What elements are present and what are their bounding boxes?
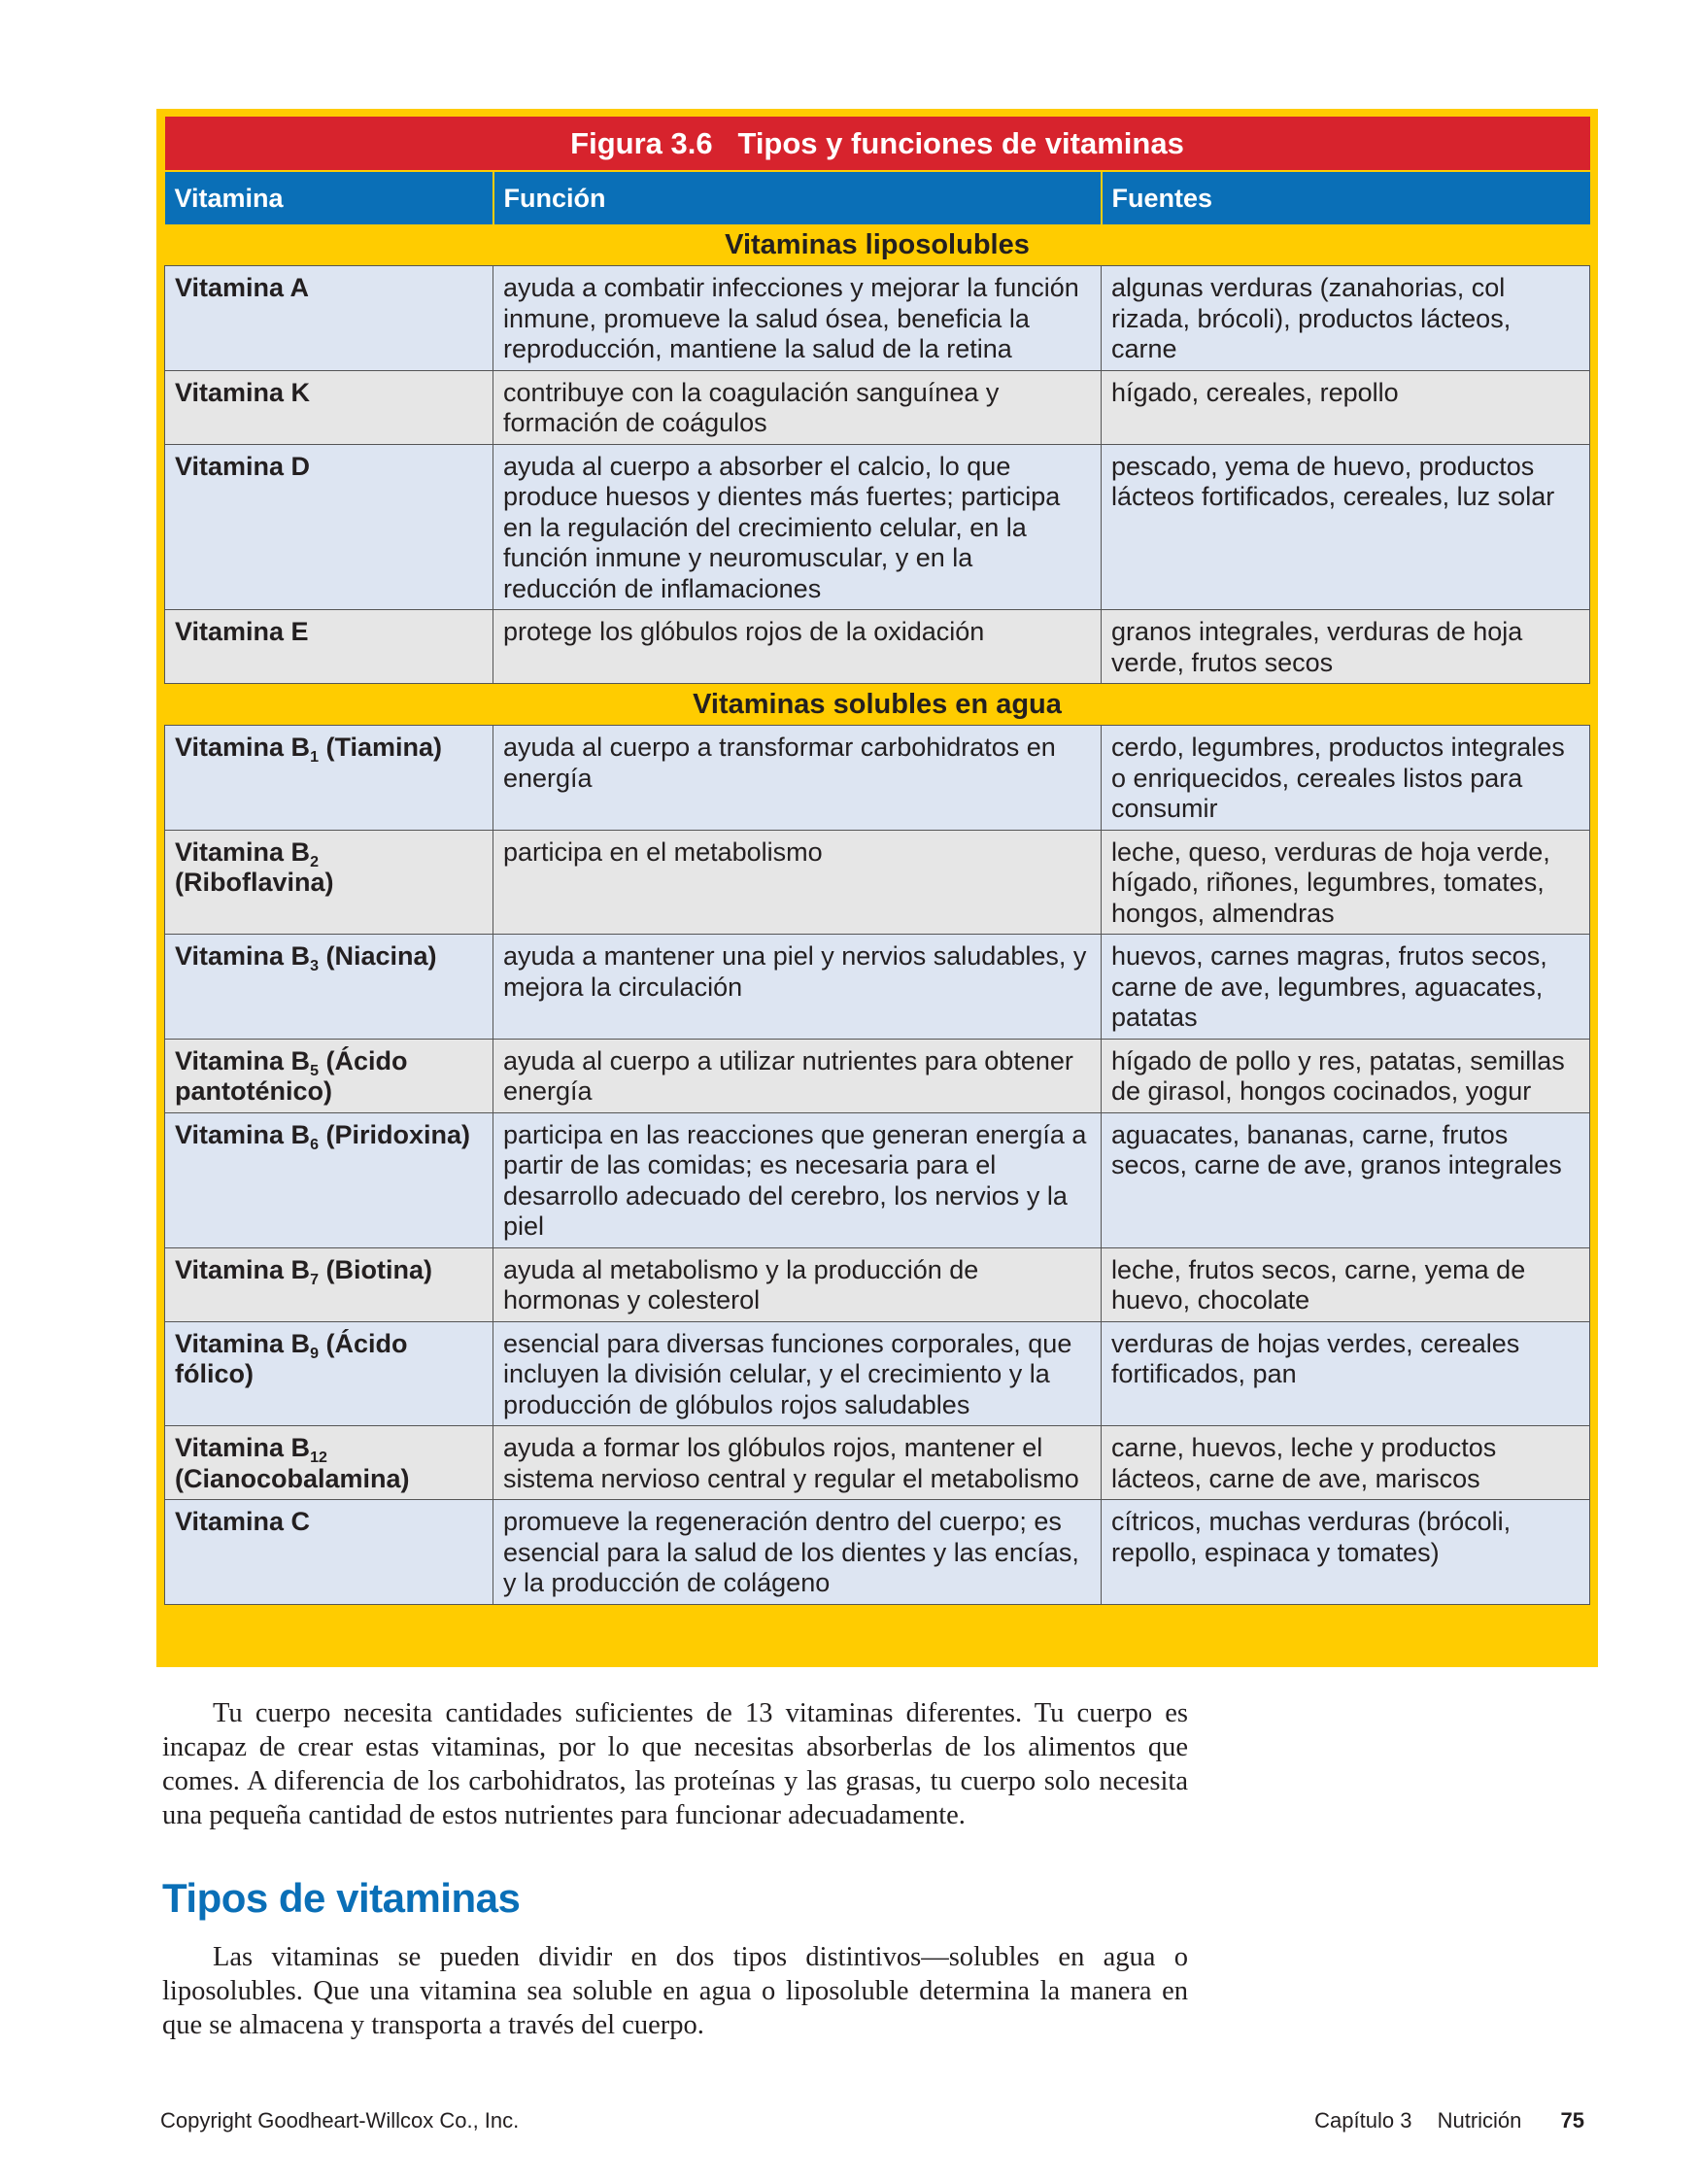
vitamin-name-suffix: (Cianocobalamina) bbox=[175, 1433, 410, 1493]
vitamin-name-cell bbox=[165, 266, 493, 371]
vitamin-function-cell: participa en el metabolismo bbox=[493, 830, 1102, 935]
section-label-fat-soluble: Vitaminas liposolubles bbox=[165, 224, 1590, 266]
vitamin-table bbox=[164, 117, 1590, 1605]
vitamin-name-suffix: (Ácido fólico) bbox=[175, 1328, 415, 1388]
section-label-water-soluble: Vitaminas solubles en agua bbox=[165, 684, 1590, 726]
vitamin-function-cell: ayuda a formar los glóbulos rojos, mantener el sistema nervioso central y regular el metabolismo bbox=[493, 1426, 1102, 1500]
table-row bbox=[165, 830, 1590, 935]
vitamin-sources-cell: hígado, cereales, repollo bbox=[1102, 370, 1590, 444]
vitamin-name: Vitamina B bbox=[175, 1045, 311, 1075]
vitamin-name-cell bbox=[165, 370, 493, 444]
vitamin-name-suffix: (Biotina) bbox=[318, 1254, 432, 1284]
page-number: 75 bbox=[1560, 2108, 1584, 2133]
table-row bbox=[165, 444, 1590, 610]
vitamin-subscript: 7 bbox=[310, 1271, 319, 1288]
table-row bbox=[165, 1321, 1590, 1426]
vitamin-name-cell bbox=[165, 444, 493, 610]
vitamin-name-suffix: (Riboflavina) bbox=[175, 836, 334, 897]
footer-chapter: Capítulo 3 bbox=[1314, 2108, 1412, 2133]
vitamin-sources-cell: cítricos, muchas verduras (brócoli, repollo, espinaca y tomates) bbox=[1102, 1500, 1590, 1605]
vitamin-subscript: 1 bbox=[310, 749, 319, 766]
vitamin-function-cell: ayuda a mantener una piel y nervios saludables, y mejora la circulación bbox=[493, 935, 1102, 1040]
vitamin-name: Vitamina B bbox=[175, 941, 311, 971]
table-row bbox=[165, 1500, 1590, 1605]
vitamin-subscript: 9 bbox=[310, 1345, 319, 1362]
vitamin-name-cell bbox=[165, 1247, 493, 1321]
types-paragraph-text: Las vitaminas se pueden dividir en dos tipos distintivos—solubles en agua o liposolubles. Que una vitamina sea soluble en agua o liposoluble determina la manera en que se almacena y transporta a través del cuerpo. bbox=[162, 1942, 1188, 2040]
vitamin-name: Vitamina B bbox=[175, 1328, 311, 1358]
vitamin-name-cell bbox=[165, 1500, 493, 1605]
table-row bbox=[165, 266, 1590, 371]
vitamin-sources-cell: hígado de pollo y res, patatas, semillas de girasol, hongos cocinados, yogur bbox=[1102, 1039, 1590, 1112]
vitamin-name: Vitamina B bbox=[175, 1119, 311, 1149]
intro-paragraph-text: Tu cuerpo necesita cantidades suficientes de 13 vitaminas diferentes. Tu cuerpo es incapaz de crear estas vitaminas, por lo que necesitas absorberlas de los alimentos que comes. A diferencia de los carbohidratos, las proteínas y las grasas, tu cuerpo solo necesita una pequeña cantidad de estos nutrientes para funcionar adecuadamente. bbox=[162, 1698, 1188, 1830]
vitamin-name: Vitamina A bbox=[175, 273, 310, 302]
vitamin-sources-cell: verduras de hojas verdes, cereales fortificados, pan bbox=[1102, 1321, 1590, 1426]
vitamin-subscript: 5 bbox=[310, 1062, 319, 1079]
vitamin-function-cell: ayuda al cuerpo a absorber el calcio, lo que produce huesos y dientes más fuertes; participa en la regulación del crecimiento celular, en la función inmune y neuromuscular, y en la reducción de inflamaciones bbox=[493, 444, 1102, 610]
vitamin-figure bbox=[156, 109, 1598, 1667]
vitamin-function-cell: ayuda al cuerpo a transformar carbohidratos en energía bbox=[493, 726, 1102, 831]
column-header-vitamin: Vitamina bbox=[165, 171, 493, 224]
figure-title: Figura 3.6 Tipos y funciones de vitaminas bbox=[165, 117, 1590, 171]
vitamin-sources-cell: huevos, carnes magras, frutos secos, carne de ave, legumbres, aguacates, patatas bbox=[1102, 935, 1590, 1040]
footer-topic: Nutrición bbox=[1437, 2108, 1522, 2133]
vitamin-name-cell bbox=[165, 1112, 493, 1247]
vitamin-name-suffix: (Ácido pantoténico) bbox=[175, 1045, 415, 1106]
vitamin-name: Vitamina K bbox=[175, 377, 311, 407]
vitamin-function-cell: contribuye con la coagulación sanguínea y formación de coágulos bbox=[493, 370, 1102, 444]
vitamin-name-cell bbox=[165, 1321, 493, 1426]
vitamin-sources-cell: granos integrales, verduras de hoja verde, frutos secos bbox=[1102, 610, 1590, 684]
vitamin-name-cell bbox=[165, 1426, 493, 1500]
vitamin-function-cell: protege los glóbulos rojos de la oxidación bbox=[493, 610, 1102, 684]
table-row bbox=[165, 1247, 1590, 1321]
vitamin-sources-cell: cerdo, legumbres, productos integrales o enriquecidos, cereales listos para consumir bbox=[1102, 726, 1590, 831]
vitamin-subscript: 3 bbox=[310, 958, 319, 974]
vitamin-function-cell: ayuda a combatir infecciones y mejorar la función inmune, promueve la salud ósea, beneficia la reproducción, mantiene la salud de la retina bbox=[493, 266, 1102, 371]
vitamin-name: Vitamina B bbox=[175, 733, 311, 762]
table-row bbox=[165, 935, 1590, 1040]
table-row bbox=[165, 1112, 1590, 1247]
vitamin-name: Vitamina C bbox=[175, 1507, 311, 1536]
footer-chapter-info bbox=[1295, 2108, 1584, 2133]
column-header-function: Función bbox=[493, 171, 1102, 224]
vitamin-subscript: 12 bbox=[310, 1450, 327, 1466]
vitamin-name-cell bbox=[165, 1039, 493, 1112]
vitamin-name-suffix: (Tiamina) bbox=[318, 733, 442, 762]
table-row bbox=[165, 370, 1590, 444]
vitamin-sources-cell: pescado, yema de huevo, productos lácteos fortificados, cereales, luz solar bbox=[1102, 444, 1590, 610]
vitamin-name-suffix: (Piridoxina) bbox=[318, 1119, 470, 1149]
section-heading: Tipos de vitaminas bbox=[162, 1875, 521, 1921]
vitamin-sources-cell: carne, huevos, leche y productos lácteos, carne de ave, mariscos bbox=[1102, 1426, 1590, 1500]
vitamin-sources-cell: leche, frutos secos, carne, yema de huevo, chocolate bbox=[1102, 1247, 1590, 1321]
column-header-sources: Fuentes bbox=[1102, 171, 1590, 224]
intro-paragraph bbox=[162, 1696, 1188, 1832]
vitamin-name-cell bbox=[165, 726, 493, 831]
vitamin-function-cell: promueve la regeneración dentro del cuerpo; es esencial para la salud de los dientes y las encías, y la producción de colágeno bbox=[493, 1500, 1102, 1605]
vitamin-subscript: 2 bbox=[310, 853, 319, 870]
vitamin-name-cell bbox=[165, 935, 493, 1040]
vitamin-name: Vitamina B bbox=[175, 1254, 311, 1284]
vitamin-sources-cell: algunas verduras (zanahorias, col rizada, brócoli), productos lácteos, carne bbox=[1102, 266, 1590, 371]
vitamin-sources-cell: leche, queso, verduras de hoja verde, hígado, riñones, legumbres, tomates, hongos, almendras bbox=[1102, 830, 1590, 935]
vitamin-name: Vitamina D bbox=[175, 451, 311, 481]
vitamin-name-suffix: (Niacina) bbox=[318, 941, 437, 971]
vitamin-name: Vitamina B bbox=[175, 836, 311, 867]
vitamin-subscript: 6 bbox=[310, 1136, 319, 1153]
vitamin-name: Vitamina B bbox=[175, 1433, 311, 1462]
vitamin-name: Vitamina E bbox=[175, 617, 309, 646]
types-paragraph bbox=[162, 1940, 1188, 2042]
vitamin-sources-cell: aguacates, bananas, carne, frutos secos, carne de ave, granos integrales bbox=[1102, 1112, 1590, 1247]
vitamin-name-cell bbox=[165, 830, 493, 935]
vitamin-name-cell bbox=[165, 610, 493, 684]
vitamin-function-cell: participa en las reacciones que generan energía a partir de las comidas; es necesaria para el desarrollo adecuado del cerebro, los nervios y la piel bbox=[493, 1112, 1102, 1247]
footer-copyright: Copyright Goodheart-Willcox Co., Inc. bbox=[160, 2108, 520, 2133]
vitamin-function-cell: ayuda al metabolismo y la producción de hormonas y colesterol bbox=[493, 1247, 1102, 1321]
vitamin-function-cell: esencial para diversas funciones corporales, que incluyen la división celular, y el crecimiento y la producción de glóbulos rojos saludables bbox=[493, 1321, 1102, 1426]
table-row bbox=[165, 1039, 1590, 1112]
table-row bbox=[165, 610, 1590, 684]
table-row bbox=[165, 726, 1590, 831]
vitamin-function-cell: ayuda al cuerpo a utilizar nutrientes para obtener energía bbox=[493, 1039, 1102, 1112]
table-row bbox=[165, 1426, 1590, 1500]
